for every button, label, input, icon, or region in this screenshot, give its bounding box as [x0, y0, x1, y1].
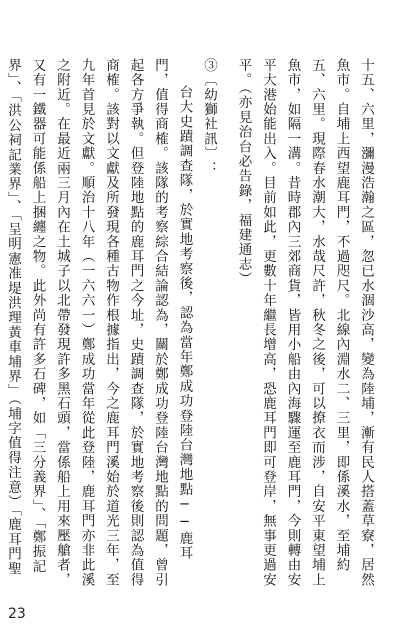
paragraph-survey-report: 台大史蹟調查隊，於實地考察後，認為當年鄭成功登陸台灣地點──鹿耳門，值得商榷。該隊的考察綜合結論認為，關於鄭成功登陸台灣地點的問題，曾引起各方爭執。但登陸地點的鹿耳門之今址，史蹟調查隊，於實地考察後則認為值得商榷。該對以文獻及所發現各種古物作根據指出，今之鹿耳門溪始於道光三年，至九年首見於文獻。順治十八年（一六六一）鄭成功當年從此登陸，鹿耳門亦非此溪之附近。在最近兩三月內在土城子以北帶發現許多黑石頭，當係船上用來壓艙者，又有一鐵器可能係船上捆纏之物。此外尚有許多石碑，如「三分義界」、「鄭振記界」、「洪公祠記業界」、「呈明憲准堤洪理黃車埔界」（埔字值得注意）「鹿耳門聖	[5, 58, 193, 588]
page-number: 23	[8, 606, 26, 622]
paragraph-gap	[221, 58, 231, 588]
paragraph-lugang-silting: 十五、六里，瀰漫浩瀚之區，忽已水涸沙高，變為陸埔，漸有民人搭蓋草寮，居然魚市。自埔上西望鹿耳門，不過咫尺。北線內淵水二、三里，即係溪水，至埔約五、六里。現際春水潮大，水哉尺許，秋冬之後，可以撩衣而涉，自安平東望埔上魚市，如隔一溝。昔時郡內三郊商貨，皆用小船由內海驟運至鹿耳門，今則轉由安平大港始能出入。目前如此，更數十年繼長增高，恐鹿耳門即可登岸，無事更過安平。（亦見治台必告錄，福建通志）	[235, 58, 374, 588]
section-heading: ③〔幼獅社訊〕：	[201, 58, 217, 176]
vertical-text-body	[5, 58, 378, 588]
